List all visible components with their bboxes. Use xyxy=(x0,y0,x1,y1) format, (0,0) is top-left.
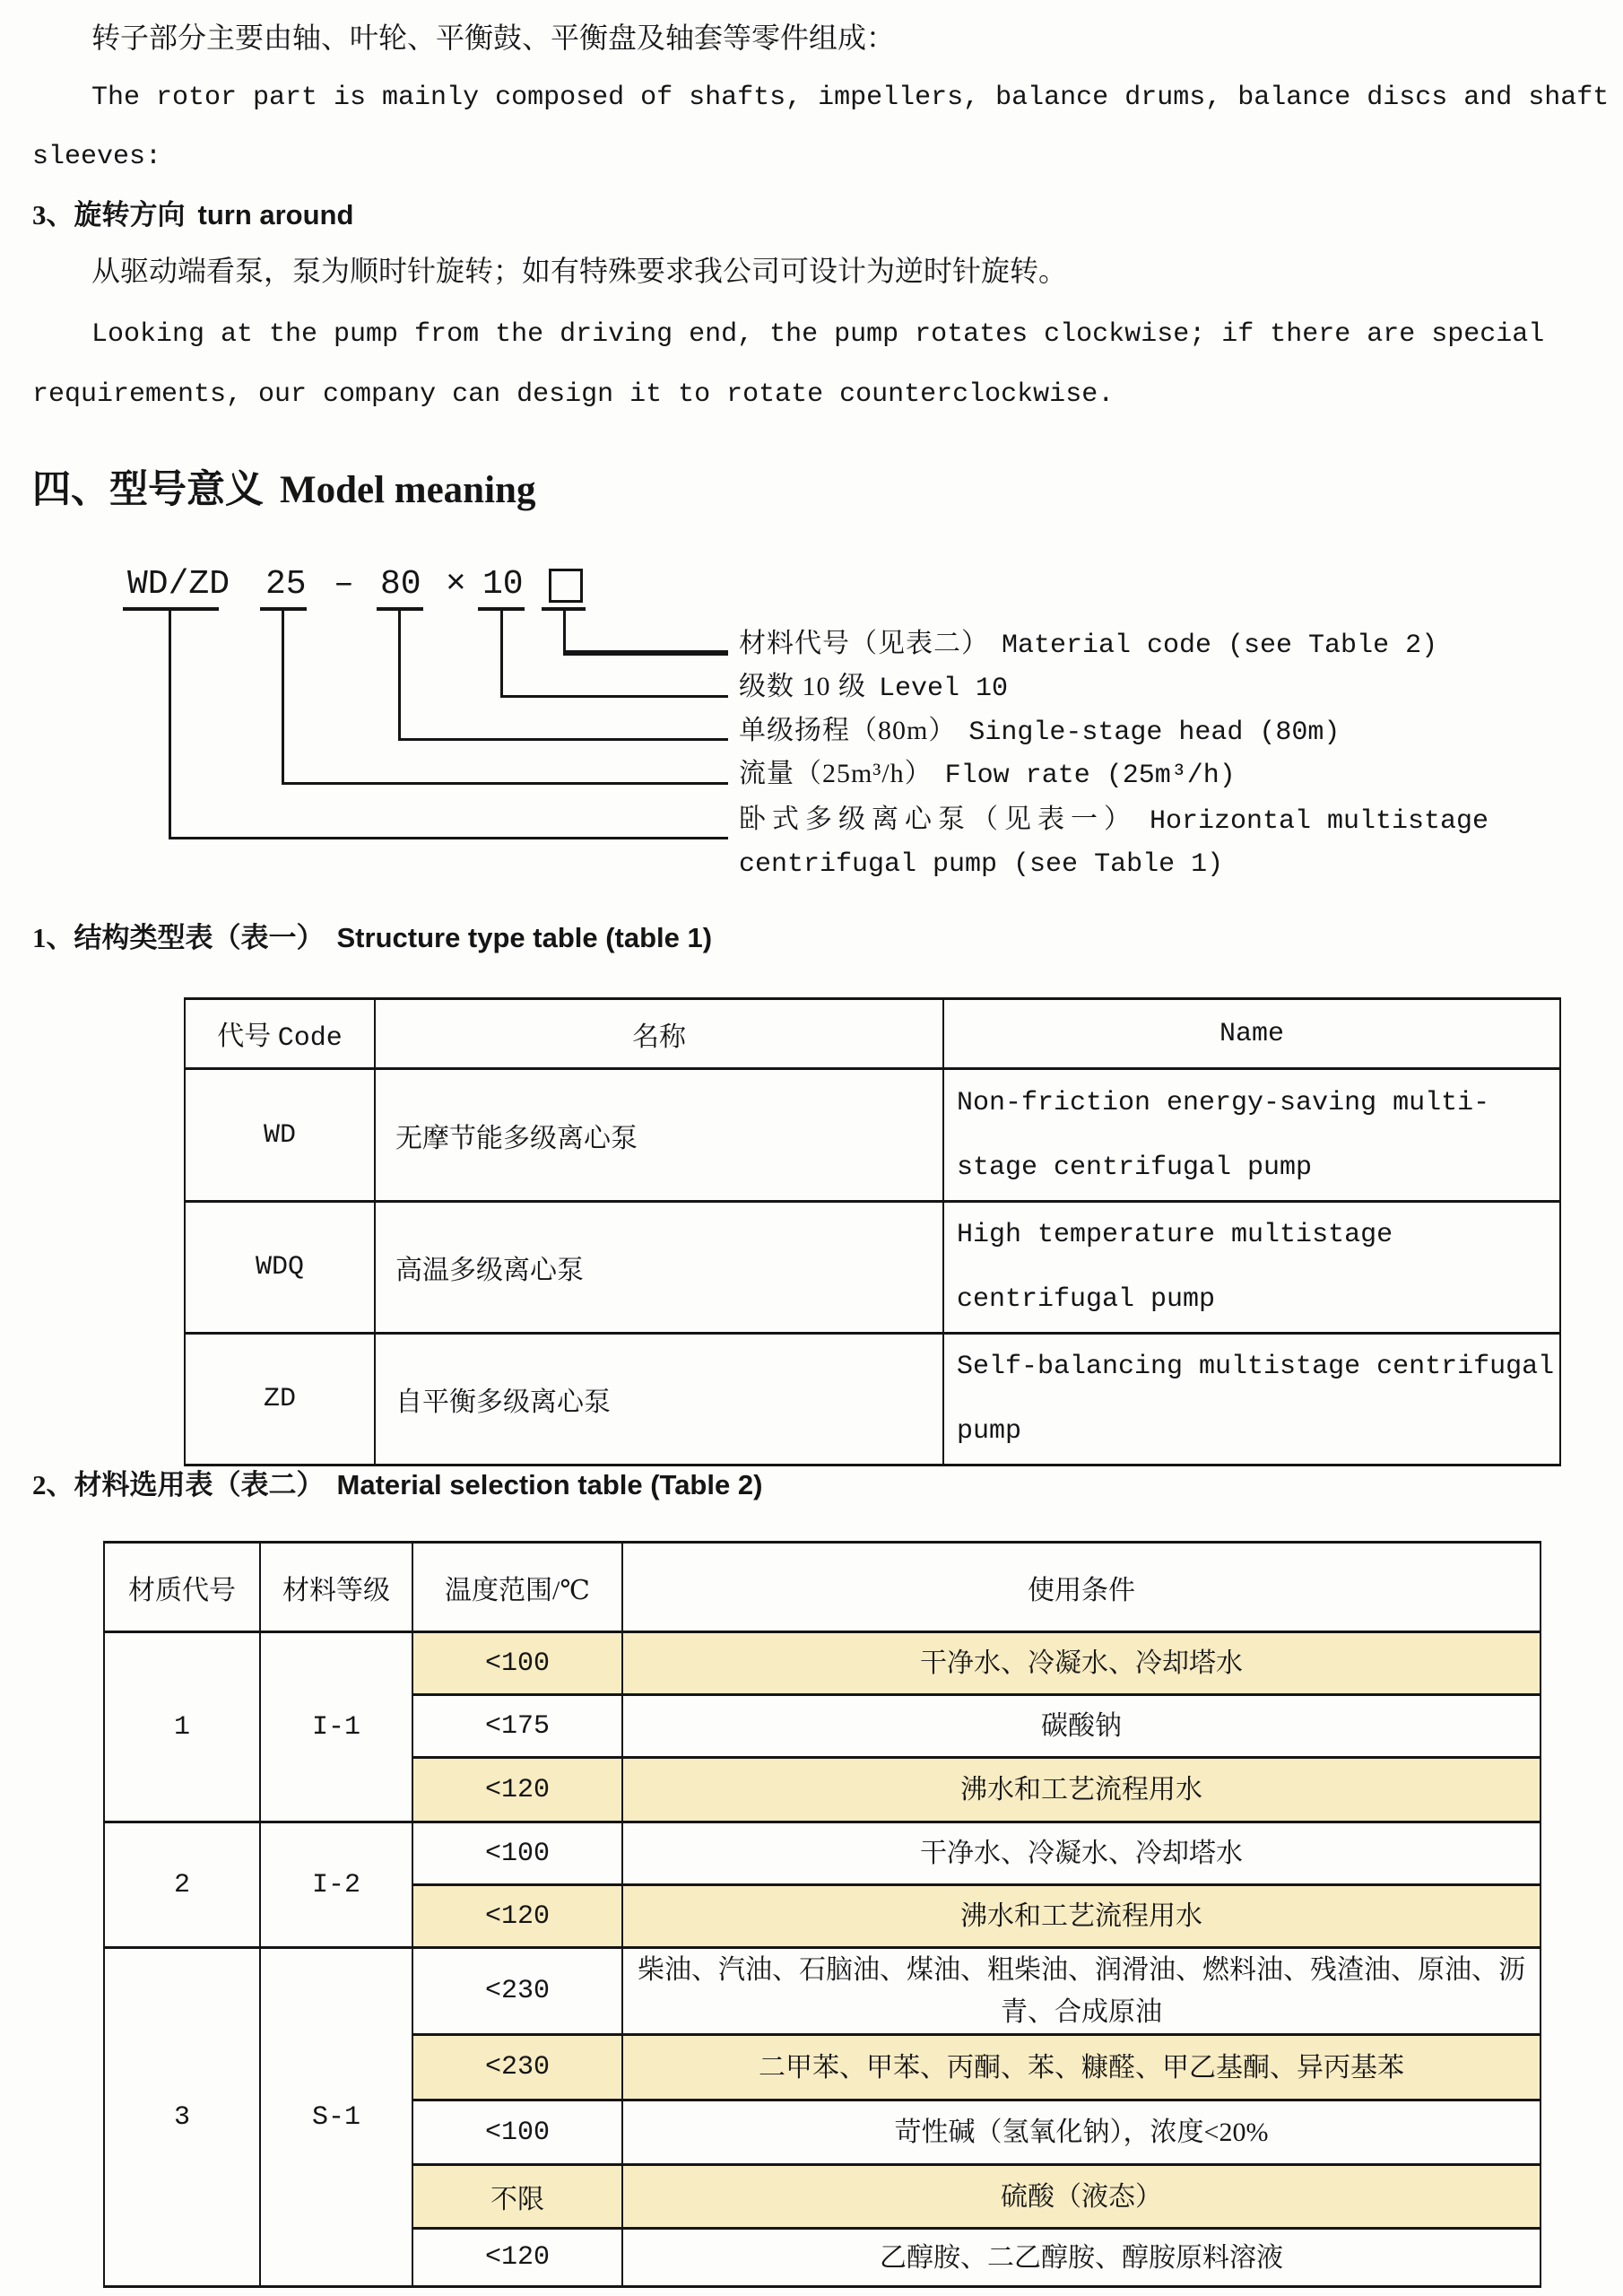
t2-g1r1-temp: <100 xyxy=(412,1632,622,1695)
t1-header-name-zh: 名称 xyxy=(375,999,943,1069)
connector-material-horizontal xyxy=(563,650,728,656)
t2-g3r3-temp: <100 xyxy=(412,2100,622,2165)
t2-header-material-code: 材质代号 xyxy=(104,1543,260,1632)
t2-g1r3-cond: 沸水和工艺流程用水 xyxy=(622,1758,1541,1822)
t1-code-wd: WD xyxy=(185,1069,375,1202)
t2-g1-grade: I-1 xyxy=(260,1632,412,1822)
heading-model-meaning xyxy=(32,459,535,514)
heading-structure-table-en: Structure type table (table 1) xyxy=(336,922,713,953)
t1-name-en-wdq: High temperature multistage centrifugal pump xyxy=(943,1202,1560,1334)
paragraph-rotation-en: Looking at the pump from the driving end, the pump rotates clockwise; if there are special requirements, our company can design it to rotate counterclockwise. xyxy=(32,319,1545,410)
table-row xyxy=(185,1334,1560,1465)
diagram-label-flow: 流量（25m³/h） Flow rate (25m³/h) xyxy=(739,759,1236,791)
model-stage-value: 10 xyxy=(482,565,524,604)
table-row xyxy=(104,1948,1541,2035)
t2-g1-code: 1 xyxy=(104,1632,260,1822)
t1-code-zd: ZD xyxy=(185,1334,375,1465)
connector-stages-vertical xyxy=(500,611,503,698)
t2-g1r1-cond: 干净水、冷凝水、冷却塔水 xyxy=(622,1632,1541,1695)
diagram-label-stages: 级数 10 级 Level 10 xyxy=(739,672,1009,704)
t1-code-wdq: WDQ xyxy=(185,1202,375,1334)
t2-g3r3-cond: 苛性碱（氢氧化钠），浓度<20% xyxy=(622,2100,1541,2165)
t1-name-zh-zd: 自平衡多级离心泵 xyxy=(375,1334,943,1465)
t2-g2r2-cond: 沸水和工艺流程用水 xyxy=(622,1885,1541,1948)
table-row xyxy=(104,1632,1541,1695)
heading-model-meaning-en: Model meaning xyxy=(280,469,536,511)
heading-rotation-zh: 3、旋转方向 xyxy=(32,199,186,230)
paragraph-rotor-en: The rotor part is mainly composed of shafts, impellers, balance drums, balance discs and shaft sleeves: xyxy=(32,83,1610,172)
t2-g3r5-cond: 乙醇胺、二乙醇胺、醇胺原料溶液 xyxy=(622,2229,1541,2287)
t2-g3r4-temp: 不限 xyxy=(412,2165,622,2229)
t1-name-zh-wdq: 高温多级离心泵 xyxy=(375,1202,943,1334)
t1-header-name-en: Name xyxy=(943,999,1560,1069)
t2-g3-code: 3 xyxy=(104,1948,260,2287)
connector-material-vertical xyxy=(563,611,566,655)
connector-head-vertical xyxy=(398,611,401,741)
t2-g1r2-temp: <175 xyxy=(412,1695,622,1758)
t2-g2-code: 2 xyxy=(104,1822,260,1948)
diagram-label-pump-type: 卧式多级离心泵（见表一） Horizontal multistage xyxy=(739,804,1489,837)
paragraph-rotation-zh: 从驱动端看泵，泵为顺时针旋转；如有特殊要求我公司可设计为逆时针旋转。 xyxy=(91,255,1068,287)
heading-rotation-en: turn around xyxy=(197,199,354,230)
table-row xyxy=(104,1822,1541,1885)
diagram-label-material-code: 材料代号（见表二） Material code (see Table 2) xyxy=(739,629,1438,661)
t2-g3r2-cond: 二甲苯、甲苯、丙酮、苯、糠醛、甲乙基酮、异丙基苯 xyxy=(622,2035,1541,2100)
heading-structure-table xyxy=(32,915,712,955)
t2-g2r1-cond: 干净水、冷凝水、冷却塔水 xyxy=(622,1822,1541,1885)
connector-series-vertical xyxy=(169,611,171,839)
t1-name-zh-wd: 无摩节能多级离心泵 xyxy=(375,1069,943,1202)
heading-material-table-zh: 2、材料选用表（表二） xyxy=(32,1469,325,1500)
t2-g2r2-temp: <120 xyxy=(412,1885,622,1948)
model-head-value: 80 xyxy=(380,565,421,604)
heading-material-table xyxy=(32,1462,762,1502)
diagram-label-head: 单级扬程（80m） Single-stage head (80m) xyxy=(739,716,1341,748)
heading-rotation xyxy=(32,192,353,232)
model-series-code: WD/ZD xyxy=(127,565,230,604)
t2-g3r2-temp: <230 xyxy=(412,2035,622,2100)
t2-g3r5-temp: <120 xyxy=(412,2229,622,2287)
diagram-label-pump-type-cont: centrifugal pump (see Table 1) xyxy=(739,849,1224,880)
t2-g1r2-cond: 碳酸钠 xyxy=(622,1695,1541,1758)
t2-header-temp-range: 温度范围/℃ xyxy=(412,1543,622,1632)
t1-name-en-zd: Self-balancing multistage centrifugal pump xyxy=(943,1334,1560,1465)
model-dash: – xyxy=(334,565,354,604)
heading-material-table-en: Material selection table (Table 2) xyxy=(336,1469,763,1500)
model-material-placeholder-box xyxy=(549,569,583,603)
model-code-diagram xyxy=(0,556,1623,915)
heading-model-meaning-zh: 四、型号意义 xyxy=(32,469,264,511)
model-times-sign: × xyxy=(446,565,466,604)
paragraph-rotor-zh: 转子部分主要由轴、叶轮、平衡鼓、平衡盘及轴套等零件组成： xyxy=(91,22,896,54)
table-row xyxy=(185,1202,1560,1334)
connector-series-horizontal xyxy=(169,837,728,839)
material-selection-table xyxy=(103,1541,1541,2288)
t2-header-conditions: 使用条件 xyxy=(622,1543,1541,1632)
table-row xyxy=(185,1069,1560,1202)
connector-flow-horizontal xyxy=(282,782,728,785)
heading-structure-table-zh: 1、结构类型表（表一） xyxy=(32,922,325,953)
t2-g3r1-temp: <230 xyxy=(412,1948,622,2035)
connector-flow-vertical xyxy=(282,611,284,785)
connector-head-horizontal xyxy=(398,738,728,741)
structure-type-table xyxy=(184,997,1561,1466)
t2-g2-grade: I-2 xyxy=(260,1822,412,1948)
table-row xyxy=(104,1543,1541,1632)
table-row xyxy=(185,999,1560,1069)
connector-stages-horizontal xyxy=(500,695,728,698)
model-flow-value: 25 xyxy=(265,565,307,604)
t2-g2r1-temp: <100 xyxy=(412,1822,622,1885)
t2-g3r4-cond: 硫酸（液态） xyxy=(622,2165,1541,2229)
t2-g3r1-cond: 柴油、汽油、石脑油、煤油、粗柴油、润滑油、燃料油、残渣油、原油、沥青、合成原油 xyxy=(622,1948,1541,2035)
t2-g1r3-temp: <120 xyxy=(412,1758,622,1822)
t2-header-material-grade: 材料等级 xyxy=(260,1543,412,1632)
t2-g3-grade: S-1 xyxy=(260,1948,412,2287)
t1-header-code: 代号 Code xyxy=(185,999,375,1069)
t1-name-en-wd: Non-friction energy-saving multi-stage centrifugal pump xyxy=(943,1069,1560,1202)
